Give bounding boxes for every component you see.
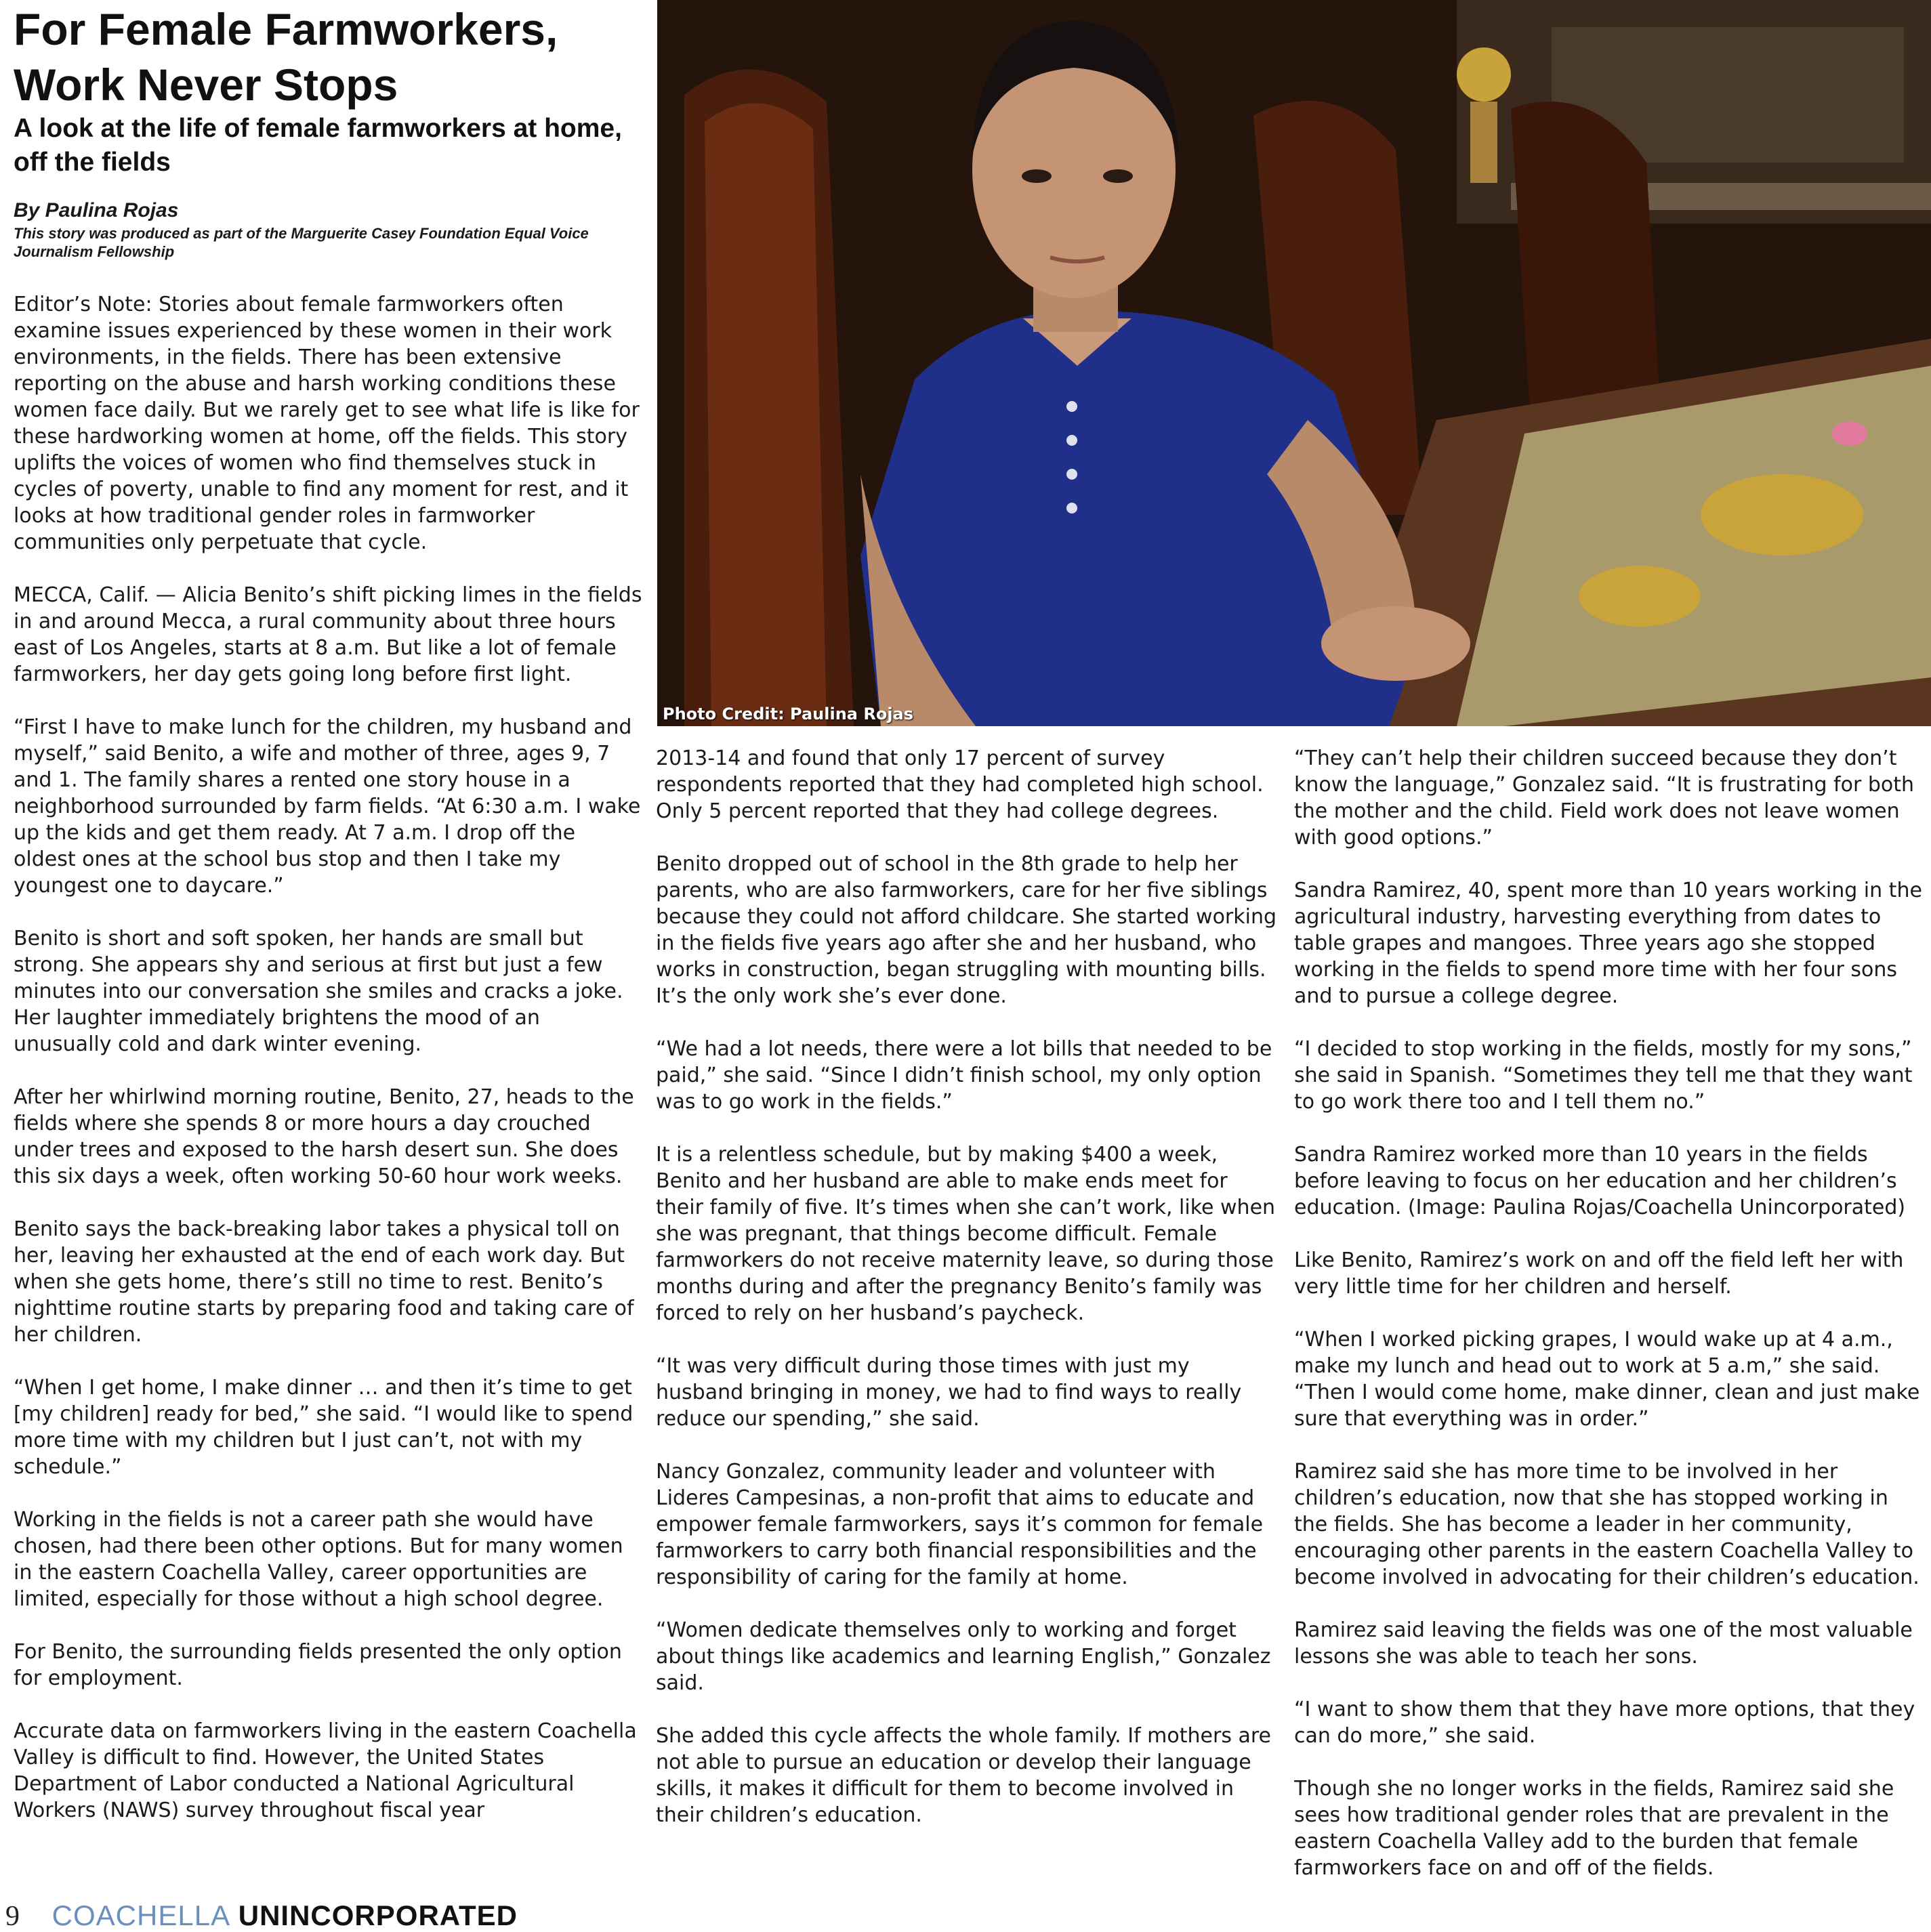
- article-photo: [657, 0, 1931, 726]
- paragraph: “It was very difficult during those times with just my husband bringing in money, we had to find ways to really reduce our spending,” she said.: [656, 1354, 1242, 1431]
- paragraph: Like Benito, Ramirez’s work on and off the field left her with very little time for her children and herself.: [1294, 1248, 1904, 1299]
- paragraph: For Benito, the surrounding fields presented the only option for employment.: [14, 1640, 622, 1690]
- paragraph: “I want to show them that they have more options, that they can do more,” she said.: [1294, 1698, 1915, 1748]
- paragraph: Though she no longer works in the fields, Ramirez said she sees how traditional gender roles that are prevalent in the eastern Coachella Valley add to the burden that female farmworkers face on and off of the fields.: [1294, 1777, 1894, 1880]
- paragraph: Benito dropped out of school in the 8th grade to help her parents, who are also farmworkers, care for her five siblings because they could not afford childcare. She started working in the fields five years ago after she and her husband, who works in construction, began struggling with mounting bills. It’s the only work she’s ever done.: [656, 852, 1277, 1008]
- paragraph: Working in the fields is not a career path she would have chosen, had there been other options. But for many women in the eastern Coachella Valley, career opportunities are limited, especially for those without a high school degree.: [14, 1508, 623, 1611]
- paragraph: Ramirez said leaving the fields was one of the most valuable lessons she was able to teach her sons.: [1294, 1618, 1913, 1668]
- paragraph: Ramirez said she has more time to be involved in her children’s education, now that she has stopped working in the fields. She has become a leader in her community, encouraging other parents in the eastern Coachella Valley to become involved in advocating for their children’s education.: [1294, 1460, 1919, 1589]
- article-column-2: [656, 745, 1279, 1890]
- photo-credit: Photo Credit: Paulina Rojas: [663, 705, 914, 723]
- headline: For Female Farmworkers, Work Never Stops: [14, 4, 558, 110]
- paragraph: “When I get home, I make dinner … and then it’s time to get [my children] ready for bed,” she said. “I would like to spend more time with my children but I just can’t, not with my schedule.”: [14, 1376, 634, 1479]
- paragraph: Nancy Gonzalez, community leader and volunteer with Lideres Campesinas, a non-profit that aims to educate and empower female farmworkers, says it’s common for female farmworkers to carry both financial responsibilities and the responsibility of caring for the family at home.: [656, 1460, 1264, 1589]
- paragraph: Editor’s Note: Stories about female farmworkers often examine issues experienced by these women in their work environments, in the fields. There has been extensive reporting on the abuse and harsh working conditions these women face daily. But we rarely get to see what life is like for these hardworking women at home, off the fields. This story uplifts the voices of women who find themselves stuck in cycles of poverty, unable to find any moment for rest, and it looks at how traditional gender roles in farmworker communities only perpetuate that cycle.: [14, 293, 640, 554]
- photo-illustration: [657, 0, 1931, 726]
- paragraph: “I decided to stop working in the fields, mostly for my sons,” she said in Spanish. “Sometimes they tell me that they want to go work there too and I tell them no.”: [1294, 1037, 1913, 1114]
- byline: By Paulina Rojas: [14, 199, 179, 222]
- production-note: This story was produced as part of the Marguerite Casey Foundation Equal Voice Journalism Fellowship: [14, 225, 589, 260]
- subhead: A look at the life of female farmworkers at home, off the fields: [14, 114, 622, 177]
- paragraph: It is a relentless schedule, but by making $400 a week, Benito and her husband are able to make ends meet for their family of five. It’s times when she can’t work, like when she was pregnant, that things become difficult. Female farmworkers do not receive maternity leave, so during those months during and after the pregnancy Benito’s family was forced to rely on her husband’s paycheck.: [656, 1143, 1276, 1325]
- page-footer: [5, 1900, 518, 1931]
- paragraph: Sandra Ramirez worked more than 10 years in the fields before leaving to focus on her education and her children’s education. (Image: Paulina Rojas/Coachella Unincorporated): [1294, 1143, 1906, 1219]
- article-column-1: [14, 291, 644, 1890]
- paragraph: “They can’t help their children succeed because they don’t know the language,” Gonzalez said. “It is frustrating for both the mother and the child. Field work does not leave women with good options.”: [1294, 747, 1915, 849]
- paragraph: “When I worked picking grapes, I would wake up at 4 a.m., make my lunch and head out to work at 5 a.m,” she said. “Then I would come home, make dinner, clean and just make sure that everything was in order.”: [1294, 1328, 1920, 1431]
- paragraph: 2013-14 and found that only 17 percent of survey respondents reported that they had completed high school. Only 5 percent reported that they had college degrees.: [656, 747, 1264, 823]
- publication-name-second: UNINCORPORATED: [238, 1899, 518, 1931]
- paragraph: “First I have to make lunch for the children, my husband and myself,” said Benito, a wife and mother of three, ages 9, 7 and 1. The family shares a rented one story house in a neighborhood surrounded by farm fields. “At 6:30 a.m. I wake up the kids and get them ready. At 7 a.m. I drop off the oldest ones at the school bus stop and then I take my youngest one to daycare.”: [14, 715, 641, 898]
- paragraph: “Women dedicate themselves only to working and forget about things like academics and learning English,” Gonzalez said.: [656, 1618, 1271, 1695]
- article-column-3: [1294, 745, 1928, 1931]
- paragraph: “We had a lot needs, there were a lot bills that needed to be paid,” she said. “Since I didn’t finish school, my only option was to go work in the fields.”: [656, 1037, 1272, 1114]
- paragraph: She added this cycle affects the whole family. If mothers are not able to pursue an education or develop their language skills, it makes it difficult for them to become involved in their children’s education.: [656, 1724, 1271, 1827]
- paragraph: Benito says the back-breaking labor takes a physical toll on her, leaving her exhausted at the end of each work day. But when she gets home, there’s still no time to rest. Benito’s nighttime routine starts by preparing food and taking care of her children.: [14, 1217, 634, 1347]
- publication-name-first: COACHELLA: [51, 1899, 231, 1931]
- page-number: 9: [5, 1901, 20, 1932]
- paragraph: Sandra Ramirez, 40, spent more than 10 years working in the agricultural industry, harvesting everything from dates to table grapes and mangoes. Three years ago she stopped working in the fields to spend more time with her four sons and to pursue a college degree.: [1294, 879, 1922, 1008]
- paragraph: After her whirlwind morning routine, Benito, 27, heads to the fields where she spends 8 or more hours a day crouched under trees and exposed to the harsh desert sun. She does this six days a week, often working 50-60 hour work weeks.: [14, 1085, 634, 1188]
- paragraph: Accurate data on farmworkers living in the eastern Coachella Valley is difficult to find. However, the United States Department of Labor conducted a National Agricultural Workers (NAWS) survey throughout fiscal year: [14, 1719, 637, 1822]
- paragraph: Benito is short and soft spoken, her hands are small but strong. She appears shy and serious at first but just a few minutes into our conversation she smiles and cracks a joke. Her laughter immediately brightens the mood of an unusually cold and dark winter evening.: [14, 927, 623, 1056]
- paragraph: MECCA, Calif. — Alicia Benito’s shift picking limes in the fields in and around Mecca, a rural community about three hours east of Los Angeles, starts at 8 a.m. But like a lot of female farmworkers, her day gets going long before first light.: [14, 583, 642, 686]
